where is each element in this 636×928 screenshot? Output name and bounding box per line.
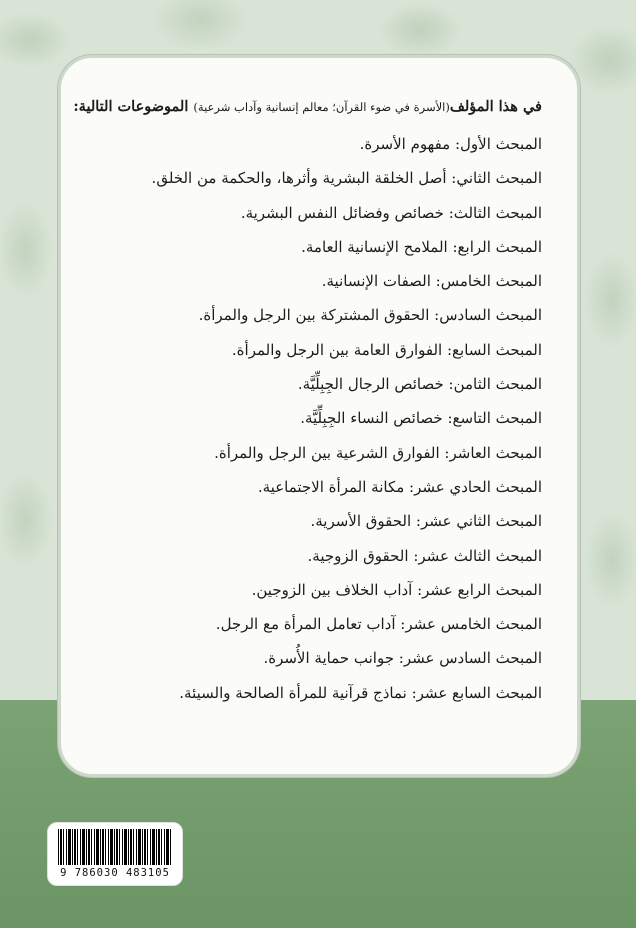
topic-item: المبحث الثامن: خصائص الرجال الجِبِلِّيَّة. [297,375,542,394]
topics-list [78,127,542,710]
topic-item: المبحث الحادي عشر: مكانة المرأة الاجتماعية. [257,477,542,496]
topic-item: المبحث السادس: الحقوق المشتركة بين الرجل والمرأة. [198,306,542,325]
topic-item: المبحث الثالث: خصائص وفضائل النفس البشرية. [240,203,542,222]
topic-item: المبحث السابع: الفوارق العامة بين الرجل والمرأة. [231,340,542,359]
topic-item: المبحث الخامس عشر: آداب تعامل المرأة مع الرجل. [215,615,542,634]
topic-item: المبحث التاسع: خصائص النساء الجِبِلِّيَّة. [300,409,542,428]
book-title-parenthetical: (الأسرة في ضوء القرآن؛ معالم إنسانية وآداب شرعية) [193,100,450,114]
topic-item: المبحث الثالث عشر: الحقوق الزوجية. [307,546,542,565]
isbn-barcode [47,822,183,886]
topic-item: المبحث العاشر: الفوارق الشرعية بين الرجل والمرأة. [214,443,542,462]
topic-item: المبحث السادس عشر: جوانب حماية الأُسرة. [263,649,542,668]
topic-item: المبحث الرابع: الملامح الإنسانية العامة. [301,237,542,256]
topic-item: المبحث الثاني: أصل الخلقة البشرية وأثرها، والحكمة من الخلق. [151,169,542,188]
intro-paragraph [73,96,542,118]
intro-lead: في هذا المؤلف [449,98,542,115]
topic-item: المبحث الأول: مفهوم الأسرة. [359,135,542,153]
intro-tail: الموضوعات التالية: [73,98,194,115]
topic-item: المبحث الرابع عشر: آداب الخلاف بين الزوجين. [251,580,542,599]
topic-item: المبحث الثاني عشر: الحقوق الأسرية. [310,512,542,531]
barcode-number: 9 786030 483105 [60,867,170,879]
barcode-bars [58,829,172,865]
topic-item: المبحث الخامس: الصفات الإنسانية. [321,272,542,291]
back-cover-text [73,96,542,710]
topic-item: المبحث السابع عشر: نماذج قرآنية للمرأة الصالحة والسيئة. [179,683,542,702]
